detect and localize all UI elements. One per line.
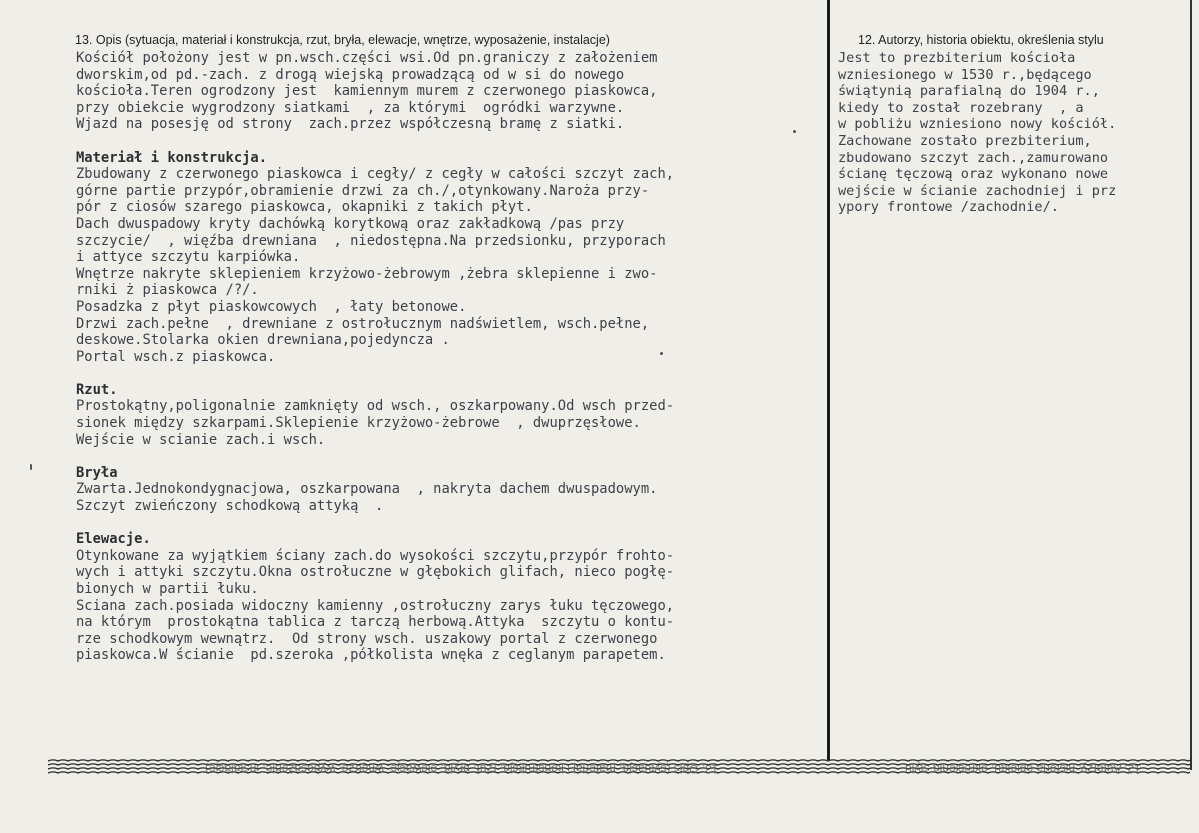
text-line: ścianę tęczową oraz wykonano nowe [838, 166, 1109, 183]
text-line: ypory frontowe /zachodnie/. [838, 199, 1059, 216]
text-line: Prostokątny,poligonalnie zamknięty od wsch., oszkarpowany.Od wsch przed- [76, 398, 675, 415]
text-line: Wejście w scianie zach.i wsch. [76, 431, 326, 448]
text-line: piaskowca.W ścianie pd.szeroka ,półkolista wnęka z ceglanym parapetem. [76, 647, 666, 664]
section-13-header: 13. Opis (sytuacja, materiał i konstrukcja, rzut, bryła, elewacje, wnętrze, wyposażenie, instalacje) [75, 33, 610, 47]
mirrored-section-12-header: 12. Autorzy, historia obiektu, określenia stylu [905, 762, 1141, 776]
text-line: na którym prostokątna tablica z tarczą herbową.Attyka szczytu o kontu- [76, 614, 675, 631]
ink-speck [660, 352, 663, 355]
text-line: deskowe.Stolarka okien drewniana,pojedyncza . [76, 332, 450, 349]
text-line: Sciana zach.posiada widoczny kamienny ,ostrołuczny zarys łuku tęczowego, [76, 597, 675, 614]
text-line: Otynkowane za wyjątkiem ściany zach.do wysokości szczytu,przypór frohto- [76, 547, 675, 564]
text-line: świątynią parafialną do 1904 r., [838, 83, 1100, 100]
text-line: Zbudowany z czerwonego piaskowca i cegły/ z cegły w całości szczyt zach, [76, 166, 675, 183]
text-line: Dach dwuspadowy kryty dachówką korytkową oraz zakładkową /pas przy [76, 215, 625, 232]
text-line: Drzwi zach.pełne , drewniane z ostrołucznym nadświetlem, wsch.pełne, [76, 315, 650, 332]
text-line: przy obiekcie wygrodzony siatkami , za którymi ogródki warzywne. [76, 99, 625, 116]
text-line: zbudowano szczyt zach.,zamurowano [838, 149, 1109, 166]
right-border [1190, 0, 1192, 770]
ink-speck [30, 464, 32, 470]
text-line: Zachowane zostało prezbiterium, [838, 132, 1092, 149]
text-line: wzniesionego w 1530 r.,będącego [838, 66, 1092, 83]
text-line: dworskim,od pd.-zach. z drogą wiejską prowadzącą od w si do nowego [76, 66, 625, 83]
text-line: pór z ciosów szarego piaskowca, okapniki z takich płyt. [76, 199, 533, 216]
text-line: Wjazd na posesję od strony zach.przez współczesną bramę z siatki. [76, 116, 625, 133]
section-12-header: 12. Autorzy, historia obiektu, określenia stylu [858, 33, 1104, 47]
text-line: wych i attyki szczytu.Okna ostrołuczne w głębokich glifach, nieco pogłę- [76, 564, 675, 581]
history-column [838, 50, 1116, 216]
text-line: Portal wsch.z piaskowca. [76, 348, 276, 365]
blank-line [76, 448, 674, 465]
mirrored-section-13-header: 13. Opis (sytuacja, materiał i konstrukcja, rzut, bryła, elewacje, wnętrze, wyposażenie, instalacje) [205, 762, 719, 776]
text-line: kiedy to został rozebrany , a [838, 99, 1084, 116]
section-heading: Materiał i konstrukcja. [76, 149, 268, 166]
text-line: Kościół położony jest w pn.wsch.części wsi.Od pn.graniczy z założeniem [76, 50, 658, 66]
column-divider [827, 0, 830, 760]
text-line: rniki ż piaskowca /?/. [76, 282, 259, 299]
section-heading: Elewacje. [76, 531, 151, 548]
text-line: Wnętrze nakryte sklepieniem krzyżowo-żebrowym ,żebra sklepienne i zwo- [76, 265, 658, 282]
blank-line [76, 515, 674, 532]
text-line: bionych w partii łuku. [76, 581, 259, 597]
text-line: Szczyt zwieńczony schodkową attyką . [76, 498, 384, 515]
text-line: szczycie/ , więźba drewniana , niedostępna.Na przedsionku, przyporach [76, 232, 666, 249]
text-line: Posadzka z płyt piaskowcowych , łaty betonowe. [76, 298, 467, 315]
text-line: Zwarta.Jednokondygnacjowa, oszkarpowana , nakryta dachem dwuspadowym. [76, 481, 658, 498]
text-line: w pobliżu wzniesiono nowy kościół. [838, 116, 1117, 133]
text-line: sionek między szkarpami.Sklepienie krzyżowo-żebrowe , dwuprzęsłowe. [76, 415, 641, 432]
section-heading: Rzut. [76, 381, 118, 398]
wave-line [48, 760, 1190, 761]
text-line: górne partie przypór,obramienie drzwi za ch./,otynkowany.Naroża przy- [76, 182, 650, 199]
text-line: i attyce szczytu karpiówka. [76, 249, 301, 266]
text-line: wejście w ścianie zachodniej i prz [838, 182, 1117, 199]
ink-speck [793, 130, 796, 133]
blank-line [76, 133, 674, 150]
text-line: kościoła.Teren ogrodzony jest kamiennym murem z czerwonego piaskowca, [76, 83, 658, 100]
text-line: rze schodkowym wewnątrz. Od strony wsch. uszakowy portal z czerwonego [76, 630, 658, 647]
text-line: Jest to prezbiterium kościoła [838, 50, 1076, 66]
section-heading: Bryła [76, 464, 118, 481]
blank-line [76, 365, 674, 382]
description-column [76, 50, 674, 664]
